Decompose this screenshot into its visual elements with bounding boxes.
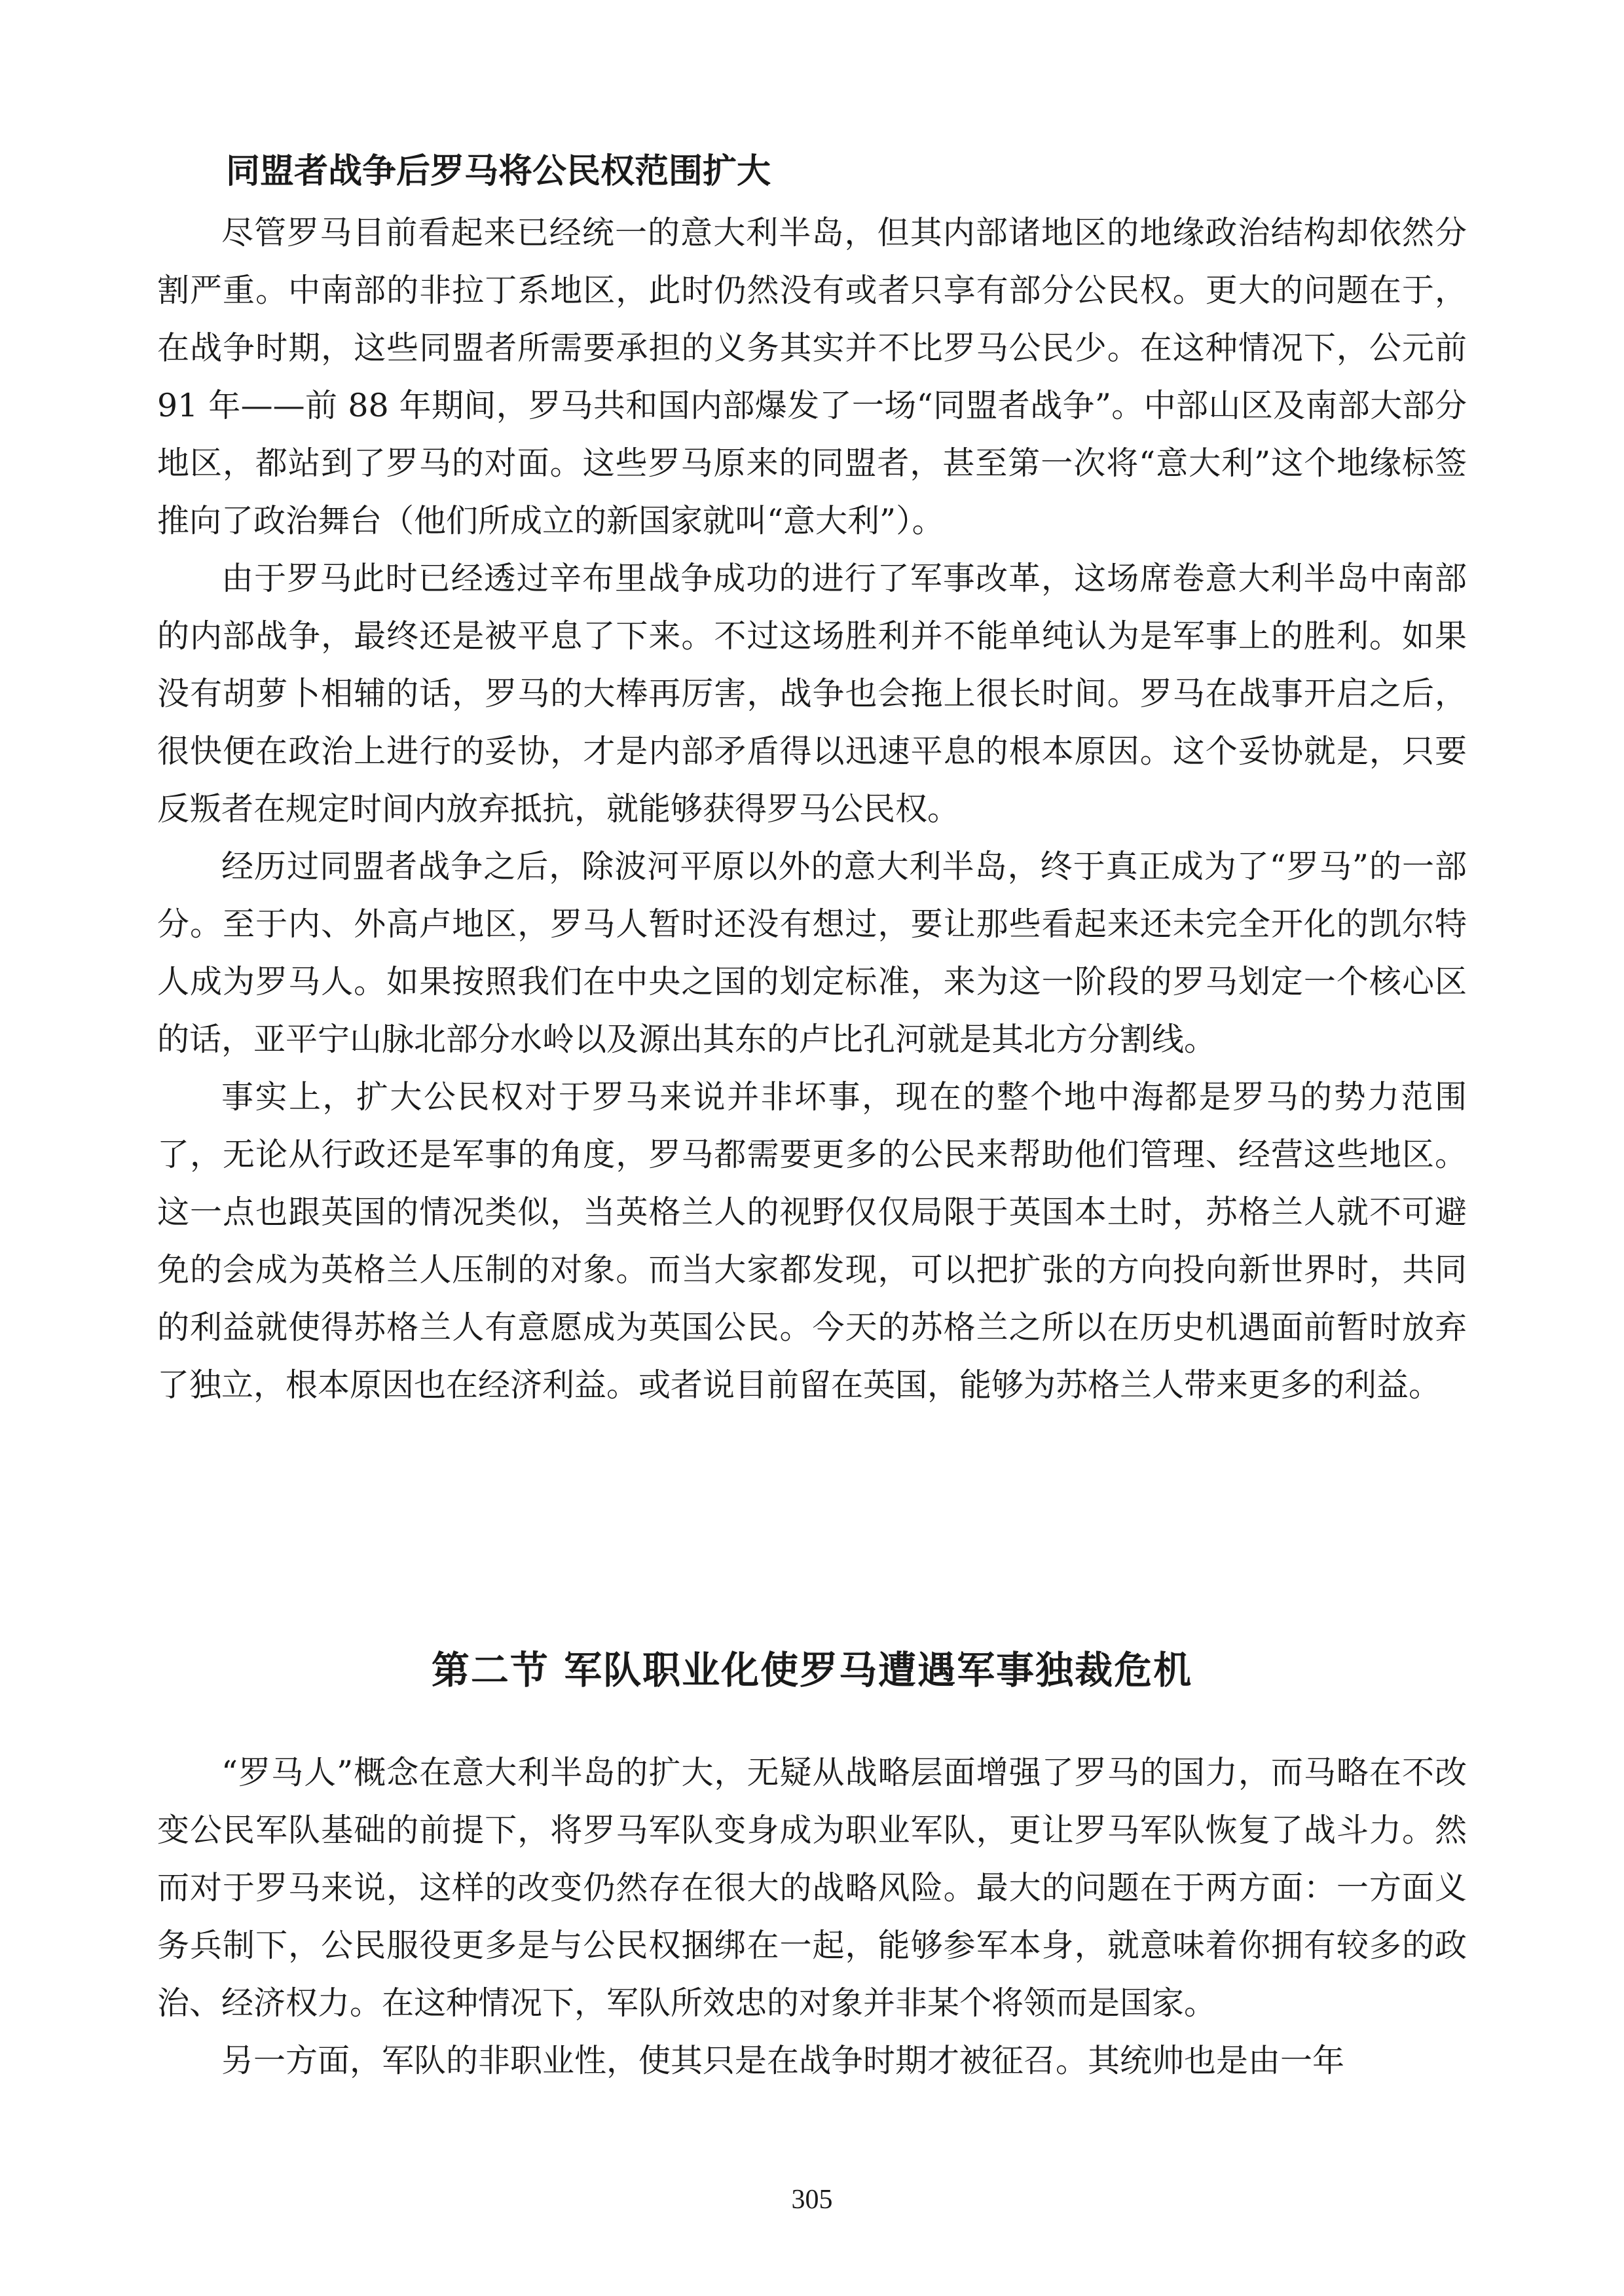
section-heading: 第二节 军队职业化使罗马遭遇军事独裁危机	[431, 1648, 1193, 1692]
paragraph: “罗马人”概念在意大利半岛的扩大，无疑从战略层面增强了罗马的国力，而马略在不改变公民军队基础的前提下，将罗马军队变身成为职业军队，更让罗马军队恢复了战斗力。然而对于罗马来说，这样的改变仍然存在很大的战略风险。最大的问题在于两方面：一方面义务兵制下，公民服役更多是与公民权捆绑在一起，能够参军本身，就意味着你拥有较多的政治、经济权力。在这种情况下，军队所效忠的对象并非某个将领而是国家。	[157, 1754, 1467, 2022]
body-text-after-section	[157, 1744, 1467, 2090]
page-number: 305	[791, 2185, 833, 2215]
paragraph: 由于罗马此时已经透过辛布里战争成功的进行了军事改革，这场席卷意大利半岛中南部的内部战争，最终还是被平息了下来。不过这场胜利并不能单纯认为是军事上的胜利。如果没有胡萝卜相辅的话，罗马的大棒再厉害，战争也会拖上很长时间。罗马在战事开启之后，很快便在政治上进行的妥协，才是内部矛盾得以迅速平息的根本原因。这个妥协就是，只要反叛者在规定时间内放弃抵抗，就能够获得罗马公民权。	[157, 560, 1467, 828]
paragraph: 事实上，扩大公民权对于罗马来说并非坏事，现在的整个地中海都是罗马的势力范围了，无论从行政还是军事的角度，罗马都需要更多的公民来帮助他们管理、经营这些地区。这一点也跟英国的情况类似，当英格兰人的视野仅仅局限于英国本土时，苏格兰人就不可避免的会成为英格兰人压制的对象。而当大家都发现，可以把扩张的方向投向新世界时，共同的利益就使得苏格兰人有意愿成为英国公民。今天的苏格兰之所以在历史机遇面前暂时放弃了独立，根本原因也在经济利益。或者说目前留在英国，能够为苏格兰人带来更多的利益。	[157, 1078, 1467, 1404]
paragraph: 经历过同盟者战争之后，除波河平原以外的意大利半岛，终于真正成为了“罗马”的一部分。至于内、外高卢地区，罗马人暂时还没有想过，要让那些看起来还未完全开化的凯尔特人成为罗马人。如果按照我们在中央之国的划定标准，来为这一阶段的罗马划定一个核心区的话，亚平宁山脉北部分水岭以及源出其东的卢比孔河就是其北方分割线。	[157, 848, 1467, 1058]
subheading: 同盟者战争后罗马将公民权范围扩大	[226, 152, 771, 191]
body-text-before-section	[157, 204, 1467, 1414]
paragraph: 尽管罗马目前看起来已经统一的意大利半岛，但其内部诸地区的地缘政治结构却依然分割严重。中南部的非拉丁系地区，此时仍然没有或者只享有部分公民权。更大的问题在于，在战争时期，这些同盟者所需要承担的义务其实并不比罗马公民少。在这种情况下，公元前 91 年——前 88 年期间，罗马共和国内部爆发了一场“同盟者战争”。中部山区及南部大部分地区，都站到了罗马的对面。这些罗马原来的同盟者，甚至第一次将“意大利”这个地缘标签推向了政治舞台（他们所成立的新国家就叫“意大利”）。	[157, 214, 1467, 539]
paragraph: 另一方面，军队的非职业性，使其只是在战争时期才被征召。其统帅也是由一年	[221, 2042, 1345, 2079]
